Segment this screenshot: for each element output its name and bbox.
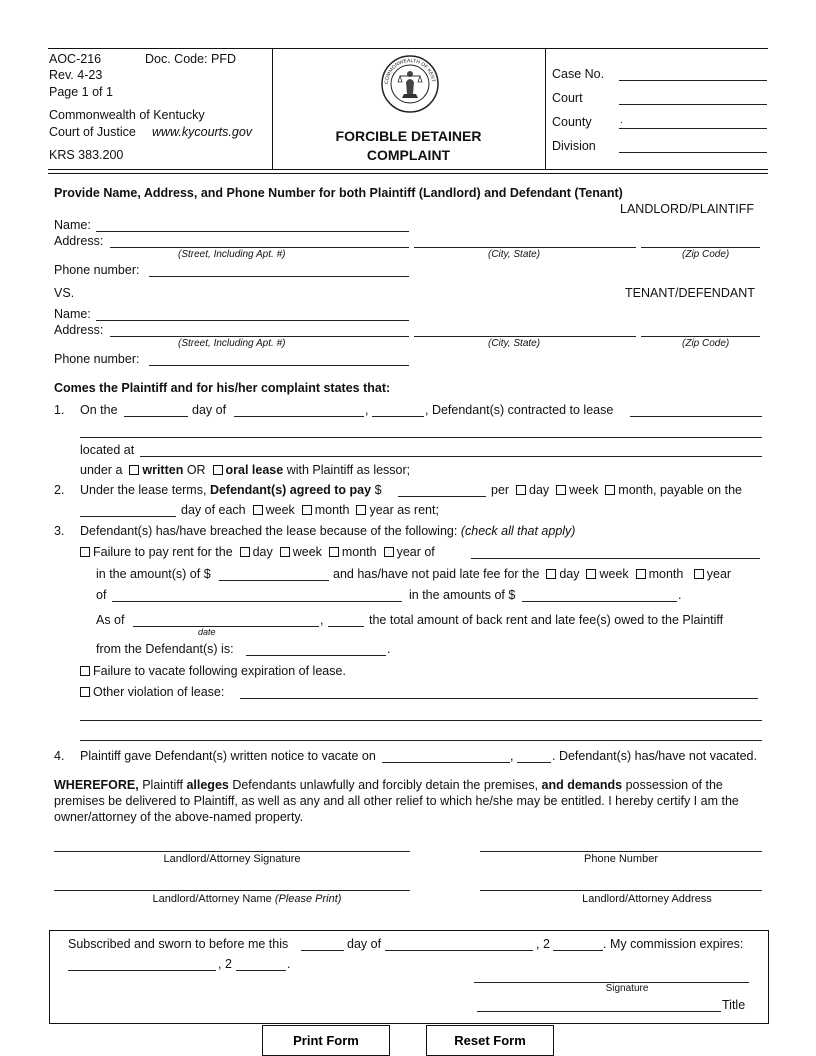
item-2-per: per (491, 483, 510, 497)
phone-number-label: Phone Number (584, 853, 658, 865)
item-2-week: week (569, 483, 599, 497)
header-bottom-rule-2 (48, 173, 768, 174)
court-field[interactable] (619, 104, 767, 105)
item-3-as-of: As of (96, 613, 125, 627)
notary-subscribed: Subscribed and sworn to before me this (68, 937, 289, 951)
division-label: Division (552, 139, 596, 153)
defendant-street-hint: (Street, Including Apt. #) (178, 338, 286, 349)
item-3-of: of (96, 588, 107, 602)
item-2-line2 (181, 503, 439, 517)
other-violation-field-3[interactable] (80, 740, 762, 741)
item-3-from: from the Defendant(s) is: (96, 642, 234, 656)
rent-day-checkbox[interactable] (516, 485, 526, 495)
wherefore-text-3: possession of the premises be delivered to Plaintiff, as well as any and all other relief to which he/she may be entitled. I hereby certify I am the owner/attorney of the above-named property. (54, 778, 739, 824)
item-3-as-of-comma: , (320, 613, 324, 627)
defendant-street-field[interactable] (110, 336, 409, 337)
landlord-name-text: Landlord/Attorney Name (152, 893, 272, 905)
case-no-label: Case No. (552, 67, 605, 81)
plaintiff-zip-field[interactable] (641, 247, 760, 248)
item-3-in-amounts: in the amounts of $ (409, 588, 516, 602)
form-title-line1: FORCIBLE DETAINER (335, 128, 482, 144)
versus-label: VS. (54, 286, 75, 300)
defendant-zip-field[interactable] (641, 336, 760, 337)
item-3-failure-pay: Failure to pay rent for the (93, 545, 233, 559)
item-3-amounts: in the amount(s) of $ (96, 567, 211, 581)
landlord-signature-field[interactable] (54, 851, 410, 852)
website-link[interactable]: www.kycourts.gov (152, 125, 253, 139)
item-1-written: written (142, 463, 184, 477)
plaintiff-phone-label: Phone number: (54, 263, 140, 277)
item-1-number: 1. (54, 403, 65, 417)
defendant-name-label: Name: (54, 307, 91, 321)
notary-year-field[interactable] (553, 950, 603, 951)
item-3-week: week (292, 545, 322, 559)
item-3-other: Other violation of lease: (93, 685, 225, 699)
item-2-agreed: Defendant(s) agreed to pay (209, 483, 372, 497)
item-1-day-of: day of (192, 403, 227, 417)
payable-week-checkbox[interactable] (253, 505, 263, 515)
notice-year-field[interactable] (517, 762, 551, 763)
complaint-intro: Comes the Plaintiff and for his/her complaint states that: (54, 381, 391, 395)
unpaid-week-checkbox[interactable] (280, 547, 290, 557)
notary-day-of: day of (347, 937, 382, 951)
late-year-checkbox[interactable] (694, 569, 704, 579)
form-number: AOC-216 (49, 52, 102, 66)
reset-form-button[interactable]: Reset Form (426, 1025, 554, 1056)
late-month-checkbox[interactable] (636, 569, 646, 579)
division-field[interactable] (619, 152, 767, 153)
defendant-zip-hint: (Zip Code) (682, 338, 730, 349)
defendant-name-field[interactable] (96, 320, 409, 321)
wherefore-alleges: alleges (186, 778, 229, 792)
as-of-date-hint: date (198, 627, 216, 637)
located-at-field[interactable] (140, 456, 762, 457)
item-1-comma: , (365, 403, 369, 417)
item-2-frequency (491, 483, 742, 497)
unpaid-amount-field[interactable] (219, 580, 329, 581)
item-3-breached: Defendant(s) has/have breached the lease because of the following: (80, 524, 458, 538)
item-2-dollar: $ (374, 483, 382, 497)
item-3-heading (80, 524, 575, 538)
rent-amount-field[interactable] (398, 496, 486, 497)
wherefore-demands: and demands (541, 778, 623, 792)
item-1-under-a: under a (80, 463, 123, 477)
item-3-vacate: Failure to vacate following expiration of lease. (93, 664, 346, 678)
header-divider-right (545, 48, 546, 169)
item-3-day: day (252, 545, 273, 559)
lease-property-field[interactable] (630, 416, 762, 417)
revision: Rev. 4-23 (49, 68, 103, 82)
unpaid-year-checkbox[interactable] (384, 547, 394, 557)
late-fee-period-field[interactable] (112, 601, 402, 602)
commission-date-field[interactable] (68, 970, 216, 971)
defendant-address-label: Address: (54, 323, 104, 337)
item-1-with-plaintiff: with Plaintiff as lessor; (286, 463, 411, 477)
seal-lettering: COMMONWEALTH OF KENT (383, 57, 436, 85)
item-2-day: day (529, 483, 550, 497)
unpaid-period-field[interactable] (471, 558, 760, 559)
plaintiff-street-field[interactable] (110, 247, 409, 248)
item-3-month: month (341, 545, 377, 559)
commonwealth-label: Commonwealth of Kentucky (49, 108, 205, 122)
item-3-week2: week (599, 567, 629, 581)
kentucky-seal-icon (380, 54, 440, 114)
commission-period: . (287, 957, 291, 971)
plaintiff-address-label: Address: (54, 234, 104, 248)
notary-day-field[interactable] (301, 950, 344, 951)
item-2-month2: month (314, 503, 350, 517)
late-fee-amount-field[interactable] (522, 601, 677, 602)
item-3-year2: year (706, 567, 732, 581)
svg-text:COMMONWEALTH OF KENTUCKY · COU (380, 54, 436, 84)
page-indicator: Page 1 of 1 (49, 85, 113, 99)
item-3-total: the total amount of back rent and late fee(s) owed to the Plaintiff (369, 613, 724, 627)
form-title-line2: COMPLAINT (366, 147, 451, 163)
plaintiff-street-hint: (Street, Including Apt. #) (178, 249, 286, 260)
landlord-address-field[interactable] (480, 890, 762, 891)
plaintiff-city-hint: (City, State) (488, 249, 541, 260)
notice-date-field[interactable] (382, 762, 510, 763)
plaintiff-zip-hint: (Zip Code) (682, 249, 730, 260)
contract-month-field[interactable] (234, 416, 364, 417)
landlord-signature-label: Landlord/Attorney Signature (163, 853, 301, 865)
phone-number-field[interactable] (480, 851, 762, 852)
failure-to-pay-checkbox[interactable] (80, 547, 90, 557)
item-3-year-of: year of (396, 545, 435, 559)
failure-pay-line (80, 545, 435, 559)
landlord-plaintiff-label: LANDLORD/PLAINTIFF (620, 202, 755, 216)
defendant-phone-field[interactable] (149, 365, 409, 366)
header-bottom-rule-1 (48, 169, 768, 170)
as-of-year-field[interactable] (328, 626, 364, 627)
late-week-checkbox[interactable] (586, 569, 596, 579)
payable-day-field[interactable] (80, 516, 176, 517)
item-2-week2: week (265, 503, 295, 517)
print-form-button[interactable]: Print Form (262, 1025, 390, 1056)
landlord-address-label: Landlord/Attorney Address (582, 893, 712, 905)
payable-year-checkbox[interactable] (356, 505, 366, 515)
item-3-period: . (678, 588, 682, 602)
doc-code: Doc. Code: PFD (145, 52, 237, 66)
item-2-number: 2. (54, 483, 65, 497)
defendant-city-field[interactable] (414, 336, 636, 337)
item-3-from-period: . (387, 642, 391, 656)
county-mark: . (620, 115, 623, 126)
plaintiff-phone-field[interactable] (149, 276, 409, 277)
county-label: County (552, 115, 592, 129)
defendant-city-hint: (City, State) (488, 338, 541, 349)
tenant-defendant-label: TENANT/DEFENDANT (625, 286, 755, 300)
item-4-not-vacated: . Defendant(s) has/have not vacated. (552, 749, 757, 763)
item-3-check-all: (check all that apply) (460, 524, 576, 538)
payable-month-checkbox[interactable] (302, 505, 312, 515)
other-violation-line (80, 685, 224, 699)
total-owed-field[interactable] (246, 655, 386, 656)
notary-month-field[interactable] (385, 950, 533, 951)
item-2-month-payable: month, payable on the (618, 483, 742, 497)
item-2-day-of-each: day of each (181, 503, 246, 517)
failure-to-vacate-checkbox[interactable] (80, 666, 90, 676)
item-3-day2: day (559, 567, 580, 581)
rent-week-checkbox[interactable] (556, 485, 566, 495)
item-2-line1 (80, 483, 382, 497)
commission-year-prefix: , 2 (218, 957, 232, 971)
item-2-under: Under the lease terms, (80, 483, 207, 497)
item-1-contracted: , Defendant(s) contracted to lease (425, 403, 614, 417)
plaintiff-city-field[interactable] (414, 247, 636, 248)
parties-heading: Provide Name, Address, and Phone Number for both Plaintiff (Landlord) and Defendant (Tenant) (54, 186, 623, 200)
as-of-date-field[interactable] (133, 626, 319, 627)
landlord-name-field[interactable] (54, 890, 410, 891)
item-1-on-the: On the (80, 403, 118, 417)
item-3-number: 3. (54, 524, 65, 538)
item-4-comma: , (510, 749, 514, 763)
unpaid-day-checkbox[interactable] (240, 547, 250, 557)
item-1-oral-lease: oral lease (225, 463, 284, 477)
plaintiff-name-label: Name: (54, 218, 91, 232)
header-top-rule (48, 48, 768, 49)
item-1-lease-type (80, 463, 410, 477)
other-violation-field[interactable] (240, 698, 758, 699)
court-label: Court (552, 91, 583, 105)
late-fee-line (333, 567, 731, 581)
item-3-late-fee: and has/have not paid late fee for the (333, 567, 540, 581)
plaintiff-name-field[interactable] (96, 231, 409, 232)
item-3-month2: month (648, 567, 684, 581)
wherefore-paragraph (54, 777, 764, 825)
notary-commission: . My commission expires: (603, 937, 744, 951)
late-day-checkbox[interactable] (546, 569, 556, 579)
other-violation-checkbox[interactable] (80, 687, 90, 697)
notary-title-field[interactable] (477, 1011, 721, 1012)
unpaid-month-checkbox[interactable] (329, 547, 339, 557)
wherefore-text-2: Defendants unlawfully and forcibly detain the premises, (228, 778, 542, 792)
wherefore-lead: WHEREFORE, (54, 778, 139, 792)
contract-year-field[interactable] (372, 416, 424, 417)
oral-lease-checkbox[interactable] (213, 465, 223, 475)
please-print-text: (Please Print) (274, 893, 342, 905)
notary-signature-label: Signature (605, 983, 649, 994)
krs-label: KRS 383.200 (49, 148, 124, 162)
case-no-field[interactable] (619, 80, 767, 81)
wherefore-text-1: Plaintiff (138, 778, 187, 792)
item-2-year-rent: year as rent; (369, 503, 439, 517)
item-4-number: 4. (54, 749, 65, 763)
written-lease-checkbox[interactable] (129, 465, 139, 475)
item-1-or: OR (186, 463, 206, 477)
lease-property-field-2[interactable] (80, 437, 762, 438)
notary-title-label: Title (722, 998, 746, 1012)
notary-year-prefix: , 2 (536, 937, 550, 951)
other-violation-field-2[interactable] (80, 720, 762, 721)
failure-vacate-line (80, 664, 346, 678)
contract-day-field[interactable] (124, 416, 188, 417)
item-4-notice: Plaintiff gave Defendant(s) written notice to vacate on (80, 749, 376, 763)
defendant-phone-label: Phone number: (54, 352, 140, 366)
rent-month-checkbox[interactable] (605, 485, 615, 495)
landlord-name-label (54, 893, 440, 905)
commission-year-field[interactable] (236, 970, 286, 971)
item-1-located-at: located at (80, 443, 135, 457)
court-of-justice-label: Court of Justice (49, 125, 136, 139)
county-field[interactable] (619, 128, 767, 129)
